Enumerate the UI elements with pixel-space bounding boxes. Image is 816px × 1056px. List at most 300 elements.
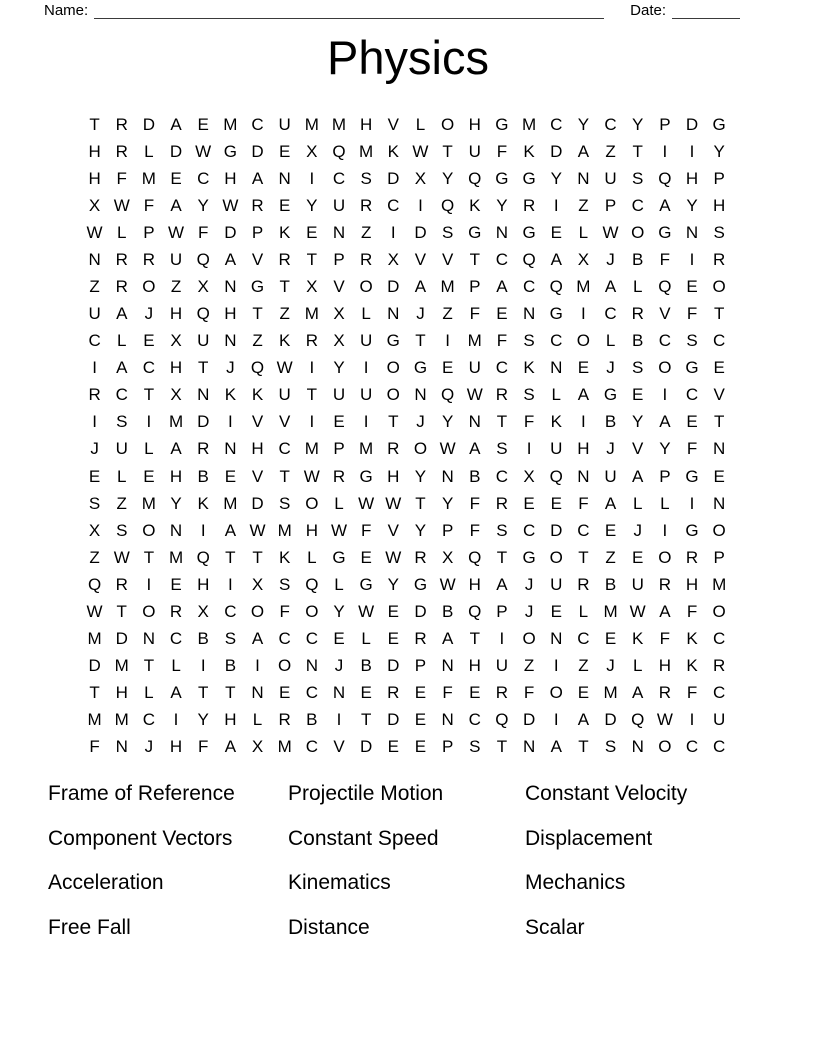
grid-letter: E <box>686 412 698 432</box>
grid-letter: H <box>251 439 264 459</box>
grid-letter: C <box>658 331 671 351</box>
grid-letter: N <box>142 629 156 649</box>
grid-letter: M <box>576 277 591 296</box>
grid-letter: K <box>387 141 399 161</box>
grid-letter: V <box>333 737 345 757</box>
grid-letter: A <box>632 683 644 703</box>
grid-letter: W <box>222 195 239 215</box>
grid-letter: A <box>224 249 237 269</box>
grid-letter: A <box>441 629 454 649</box>
word-list <box>48 772 687 950</box>
grid-letter: H <box>468 656 481 676</box>
grid-letter: T <box>252 547 263 567</box>
grid-letter: F <box>686 304 698 324</box>
grid-letter: X <box>197 277 209 296</box>
word-list-item: Kinematics <box>288 871 391 895</box>
grid-letter: R <box>278 249 291 269</box>
grid-letter: A <box>251 629 264 649</box>
grid-letter: M <box>223 493 238 513</box>
grid-letter: C <box>387 195 400 215</box>
grid-letter: H <box>305 520 318 540</box>
grid-letter: H <box>169 737 183 757</box>
grid-letter: F <box>686 439 698 459</box>
grid-letter: H <box>88 141 101 161</box>
grid-letter: M <box>114 656 129 676</box>
grid-letter: M <box>277 520 292 540</box>
grid-letter: Z <box>279 304 290 324</box>
grid-letter: H <box>169 466 183 486</box>
grid-letter: Y <box>659 439 671 459</box>
grid-letter: W <box>602 222 619 242</box>
grid-letter: J <box>524 601 534 621</box>
grid-letter: S <box>469 737 481 757</box>
grid-letter: N <box>224 277 237 296</box>
grid-letter: N <box>441 656 454 676</box>
grid-letter: C <box>550 331 563 351</box>
grid-letter: M <box>87 629 102 649</box>
grid-letter: C <box>713 331 726 351</box>
grid-letter: U <box>631 574 644 594</box>
grid-letter: O <box>631 222 645 242</box>
grid-letter: T <box>143 547 155 567</box>
grid-letter: T <box>388 412 399 432</box>
grid-letter: C <box>685 385 699 405</box>
grid-letter: U <box>278 114 291 134</box>
grid-letter: X <box>333 304 345 324</box>
grid-letter: H <box>713 195 726 215</box>
grid-letter: D <box>550 520 563 540</box>
grid-letter: C <box>305 629 318 649</box>
grid-letter: A <box>604 277 617 296</box>
grid-letter: U <box>468 358 481 378</box>
grid-letter: T <box>306 385 318 405</box>
grid-letter: N <box>278 168 291 188</box>
grid-letter: H <box>360 114 373 134</box>
grid-letter: Z <box>252 331 263 351</box>
grid-letter: E <box>333 412 345 432</box>
grid-letter: G <box>495 114 509 134</box>
grid-letter: B <box>306 710 318 730</box>
grid-letter: Q <box>250 358 265 378</box>
grid-letter: L <box>578 222 589 242</box>
grid-letter: U <box>713 710 726 730</box>
grid-letter: J <box>633 520 642 540</box>
grid-letter: W <box>195 141 212 161</box>
grid-letter: V <box>713 385 725 405</box>
grid-letter: E <box>550 601 562 621</box>
grid-letter: T <box>225 683 236 703</box>
grid-letter: N <box>685 222 699 242</box>
grid-letter: C <box>604 114 617 134</box>
grid-letter: I <box>662 520 668 540</box>
grid-letter: L <box>307 547 317 567</box>
word-list-column <box>288 772 525 950</box>
grid-letter: E <box>713 358 725 378</box>
grid-letter: A <box>170 439 182 459</box>
grid-letter: R <box>197 439 210 459</box>
grid-letter: R <box>115 249 128 269</box>
grid-letter: D <box>604 710 617 730</box>
grid-letter: E <box>496 304 508 324</box>
grid-letter: B <box>632 249 644 269</box>
grid-letter: T <box>116 601 127 621</box>
word-list-item: Mechanics <box>525 871 626 895</box>
grid-letter: Q <box>87 574 102 594</box>
grid-letter: R <box>685 547 699 567</box>
grid-letter: Y <box>550 168 562 188</box>
grid-letter: E <box>279 141 291 161</box>
grid-letter: Y <box>333 601 345 621</box>
grid-letter: C <box>604 304 617 324</box>
grid-letter: A <box>170 683 182 703</box>
grid-letter: Z <box>170 277 182 296</box>
grid-letter: I <box>255 656 260 676</box>
grid-letter: M <box>304 439 319 459</box>
grid-letter: T <box>225 547 236 567</box>
grid-letter: E <box>414 683 427 703</box>
grid-letter: O <box>576 331 590 351</box>
grid-letter: W <box>385 493 402 513</box>
grid-letter: I <box>146 574 152 594</box>
grid-letter: C <box>251 114 264 134</box>
grid-letter: M <box>87 710 102 730</box>
grid-letter: S <box>632 358 644 378</box>
grid-letter: K <box>279 331 291 351</box>
grid-letter: O <box>440 114 455 134</box>
grid-letter: C <box>305 737 318 757</box>
grid-letter: I <box>309 168 315 188</box>
grid-letter: C <box>169 629 183 649</box>
grid-letter: U <box>115 439 128 459</box>
grid-letter: M <box>223 114 238 134</box>
grid-letter: E <box>632 385 644 405</box>
grid-letter: N <box>332 222 346 242</box>
grid-letter: E <box>686 277 698 296</box>
grid-letter: Z <box>523 656 535 676</box>
grid-letter: O <box>386 385 400 405</box>
grid-letter: M <box>168 412 184 432</box>
grid-letter: M <box>304 114 319 134</box>
grid-letter: T <box>578 737 589 757</box>
grid-letter: A <box>251 168 264 188</box>
grid-letter: W <box>276 358 293 378</box>
grid-letter: D <box>387 710 400 730</box>
grid-letter: W <box>439 574 456 594</box>
grid-letter: W <box>466 385 483 405</box>
grid-letter: H <box>115 683 128 703</box>
grid-letter: J <box>606 249 615 269</box>
grid-letter: J <box>606 358 615 378</box>
grid-letter: R <box>115 114 128 134</box>
grid-letter: I <box>418 195 423 215</box>
grid-letter: T <box>89 683 100 703</box>
grid-letter: C <box>88 331 101 351</box>
grid-letter: W <box>358 493 375 513</box>
word-list-item: Projectile Motion <box>288 782 444 805</box>
grid-letter: Y <box>686 195 698 215</box>
grid-letter: S <box>279 493 291 513</box>
grid-letter: Z <box>89 277 100 296</box>
grid-letter: H <box>169 304 183 324</box>
grid-letter: I <box>581 412 586 432</box>
grid-letter: E <box>577 358 590 378</box>
grid-letter: R <box>115 277 128 296</box>
grid-letter: B <box>224 656 237 676</box>
grid-letter: Q <box>332 141 346 161</box>
grid-letter: Y <box>333 358 345 378</box>
grid-letter: M <box>114 710 129 730</box>
grid-letter: F <box>496 331 508 351</box>
grid-letter: D <box>387 277 400 296</box>
grid-letter: B <box>632 331 644 351</box>
date-label: Date: <box>630 2 666 19</box>
grid-letter: W <box>249 520 266 540</box>
grid-letter: N <box>468 412 481 432</box>
grid-letter: R <box>713 656 726 676</box>
grid-letter: V <box>333 277 345 296</box>
grid-letter: S <box>686 331 698 351</box>
grid-letter: T <box>713 412 725 432</box>
grid-letter: U <box>360 331 373 351</box>
grid-letter: R <box>658 683 671 703</box>
grid-letter: G <box>522 547 536 567</box>
grid-letter: O <box>549 547 563 567</box>
grid-letter: Y <box>306 195 318 215</box>
grid-letter: E <box>387 601 399 621</box>
grid-letter: J <box>606 656 615 676</box>
grid-letter: Q <box>549 277 563 296</box>
grid-letter: F <box>89 737 100 757</box>
grid-letter: Y <box>441 168 454 188</box>
word-list-column <box>525 772 687 950</box>
grid-letter: R <box>387 439 400 459</box>
grid-letter: P <box>251 222 264 242</box>
grid-letter: S <box>279 574 291 594</box>
grid-letter: Y <box>170 493 182 513</box>
grid-letter: E <box>279 683 291 703</box>
grid-letter: J <box>90 439 99 459</box>
grid-letter: Z <box>605 141 616 161</box>
grid-letter: F <box>523 683 535 703</box>
grid-letter: S <box>496 520 508 540</box>
grid-letter: U <box>604 168 617 188</box>
grid-letter: O <box>658 737 672 757</box>
grid-letter: X <box>523 466 535 486</box>
grid-letter: W <box>303 466 320 486</box>
grid-letter: E <box>713 466 725 486</box>
grid-letter: V <box>387 520 399 540</box>
grid-letter: M <box>331 114 347 134</box>
grid-letter: V <box>632 439 644 459</box>
word-list-item: Constant Speed <box>288 826 439 850</box>
grid-letter: S <box>116 412 128 432</box>
grid-letter: K <box>251 385 264 405</box>
grid-letter: E <box>441 358 454 378</box>
grid-letter: G <box>522 168 536 188</box>
grid-letter: E <box>632 547 644 567</box>
grid-letter: T <box>496 737 508 757</box>
grid-letter: H <box>387 466 400 486</box>
grid-letter: G <box>468 222 482 242</box>
grid-letter: E <box>414 710 427 730</box>
grid-letter: U <box>468 141 481 161</box>
grid-letter: I <box>689 141 695 161</box>
grid-letter: I <box>689 249 695 269</box>
grid-letter: M <box>304 304 319 324</box>
grid-letter: O <box>142 520 156 540</box>
grid-letter: M <box>603 601 618 621</box>
grid-letter: T <box>442 141 453 161</box>
grid-letter: A <box>414 277 427 296</box>
grid-letter: P <box>333 439 345 459</box>
grid-letter: J <box>606 439 615 459</box>
grid-letter: L <box>632 277 643 296</box>
grid-letter: Y <box>496 195 508 215</box>
grid-letter: I <box>173 710 179 730</box>
grid-letter: O <box>278 656 292 676</box>
grid-letter: T <box>713 304 725 324</box>
grid-letter: I <box>553 195 559 215</box>
grid-letter: T <box>306 249 318 269</box>
grid-letter: A <box>550 737 562 757</box>
grid-letter: W <box>330 520 347 540</box>
grid-letter: G <box>658 222 672 242</box>
grid-letter: C <box>713 737 726 757</box>
grid-letter: P <box>713 168 725 188</box>
grid-letter: R <box>522 195 536 215</box>
grid-letter: C <box>224 601 237 621</box>
grid-letter: N <box>522 304 536 324</box>
grid-letter: E <box>523 493 535 513</box>
grid-letter: H <box>88 168 101 188</box>
grid-letter: L <box>632 493 643 513</box>
grid-letter: P <box>713 547 725 567</box>
grid-letter: N <box>305 656 318 676</box>
grid-letter: I <box>553 656 559 676</box>
grid-letter: Y <box>197 195 209 215</box>
grid-letter: F <box>686 683 698 703</box>
grid-letter: I <box>146 412 152 432</box>
grid-letter: K <box>523 141 535 161</box>
grid-letter: R <box>115 141 128 161</box>
grid-letter: R <box>251 195 264 215</box>
grid-letter: W <box>113 195 130 215</box>
grid-letter: P <box>496 601 508 621</box>
grid-letter: G <box>685 358 699 378</box>
grid-letter: X <box>387 249 399 269</box>
grid-letter: S <box>116 520 128 540</box>
grid-letter: E <box>360 547 372 567</box>
grid-letter: E <box>604 629 617 649</box>
grid-letter: C <box>713 629 726 649</box>
word-list-item: Displacement <box>525 826 653 850</box>
grid-letter: T <box>632 141 643 161</box>
grid-letter: E <box>306 222 318 242</box>
grid-letter: Q <box>468 547 482 567</box>
grid-letter: I <box>227 574 233 594</box>
grid-letter: X <box>414 168 427 188</box>
grid-letter: O <box>712 520 726 540</box>
grid-letter: T <box>252 304 263 324</box>
grid-letter: O <box>413 439 428 459</box>
word-list-column <box>48 772 288 950</box>
grid-letter: H <box>685 168 699 188</box>
grid-letter: C <box>332 168 346 188</box>
grid-letter: N <box>441 466 454 486</box>
grid-letter: R <box>387 683 400 703</box>
grid-letter: B <box>197 466 209 486</box>
grid-letter: C <box>495 466 509 486</box>
grid-letter: Q <box>631 710 645 730</box>
grid-letter: B <box>604 412 617 432</box>
grid-letter: L <box>334 574 344 594</box>
grid-letter: U <box>197 331 210 351</box>
grid-letter: C <box>522 277 536 296</box>
grid-letter: F <box>469 520 480 540</box>
grid-letter: A <box>496 277 508 296</box>
grid-letter: M <box>141 493 156 513</box>
grid-letter: N <box>713 439 726 459</box>
grid-letter: V <box>251 412 264 432</box>
grid-letter: A <box>170 195 182 215</box>
grid-letter: V <box>251 249 264 269</box>
grid-letter: A <box>577 710 590 730</box>
grid-letter: D <box>685 114 699 134</box>
grid-letter: P <box>659 466 671 486</box>
grid-letter: T <box>415 331 426 351</box>
grid-letter: I <box>227 412 233 432</box>
grid-letter: Y <box>387 574 399 594</box>
grid-letter: G <box>712 114 726 134</box>
grid-letter: A <box>577 141 590 161</box>
grid-letter: T <box>496 412 508 432</box>
grid-letter: K <box>279 547 291 567</box>
grid-letter: K <box>550 412 562 432</box>
grid-letter: S <box>224 629 237 649</box>
grid-letter: V <box>659 304 671 324</box>
grid-letter: N <box>224 439 237 459</box>
grid-letter: E <box>604 520 617 540</box>
grid-letter: E <box>170 168 182 188</box>
grid-letter: T <box>360 710 372 730</box>
grid-letter: O <box>549 683 563 703</box>
grid-letter: R <box>169 601 183 621</box>
grid-letter: Q <box>196 304 210 324</box>
grid-letter: S <box>632 168 644 188</box>
grid-letter: M <box>521 114 537 134</box>
grid-letter: A <box>632 466 644 486</box>
grid-letter: I <box>363 412 369 432</box>
grid-letter: B <box>441 601 454 621</box>
grid-letter: P <box>333 249 345 269</box>
grid-letter: Q <box>658 277 672 296</box>
date-blank-line <box>672 3 740 19</box>
grid-letter: I <box>553 710 559 730</box>
grid-letter: X <box>88 520 101 540</box>
grid-letter: L <box>632 656 643 676</box>
grid-letter: D <box>142 114 156 134</box>
grid-letter: Z <box>578 656 589 676</box>
grid-letter: J <box>416 304 425 324</box>
grid-letter: D <box>550 141 563 161</box>
grid-letter: L <box>334 493 344 513</box>
grid-letter: A <box>550 249 562 269</box>
grid-letter: X <box>306 277 318 296</box>
grid-letter: G <box>495 168 509 188</box>
header <box>44 2 740 19</box>
grid-letter: L <box>415 114 426 134</box>
grid-letter: Y <box>414 466 427 486</box>
